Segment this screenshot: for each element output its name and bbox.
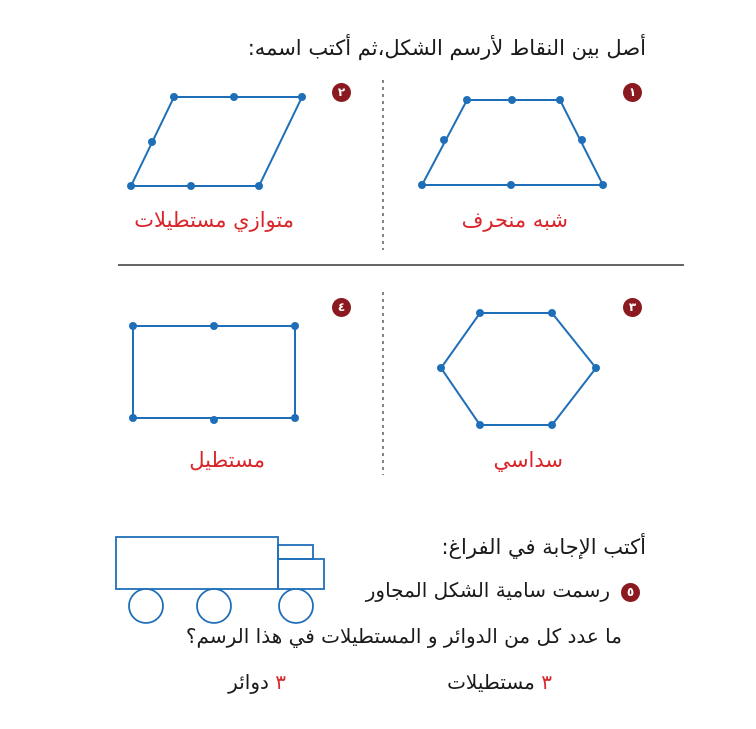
answer-circles xyxy=(228,670,286,694)
answer-shape-2: متوازي مستطيلات xyxy=(134,208,294,232)
badge-number-4: ٤ xyxy=(332,298,351,317)
badge-number-5: ٥ xyxy=(621,583,640,602)
question5-line1: رسمت سامية الشكل المجاور xyxy=(365,578,610,602)
badge-number-1: ١ xyxy=(623,83,642,102)
answer-shape-1: شبه منحرف xyxy=(461,208,568,232)
answer-circles-label: دوائر xyxy=(228,670,269,694)
badge-number-3: ٣ xyxy=(623,298,642,317)
instruction-fill-blank: أكتب الإجابة في الفراغ: xyxy=(441,535,646,559)
answer-circles-count: ٣ xyxy=(275,670,286,694)
answer-rectangles-label: مستطيلات xyxy=(447,670,535,694)
instruction-connect-dots: أصل بين النقاط لأرسم الشكل،ثم أكتب اسمه: xyxy=(247,36,646,60)
hexagon-icon xyxy=(437,309,600,429)
answer-shape-3: سداسي xyxy=(493,448,563,472)
answer-rectangles-count: ٣ xyxy=(541,670,552,694)
badge-number-2: ٢ xyxy=(332,83,351,102)
trapezoid-icon xyxy=(418,96,607,189)
answer-rectangles xyxy=(447,670,552,694)
answer-shape-4: مستطيل xyxy=(189,448,265,472)
parallelogram-icon xyxy=(127,93,306,190)
rectangle-icon xyxy=(129,322,299,424)
truck-icon xyxy=(116,537,324,623)
question5-line2: ما عدد كل من الدوائر و المستطيلات في هذا الرسم؟ xyxy=(185,624,622,648)
